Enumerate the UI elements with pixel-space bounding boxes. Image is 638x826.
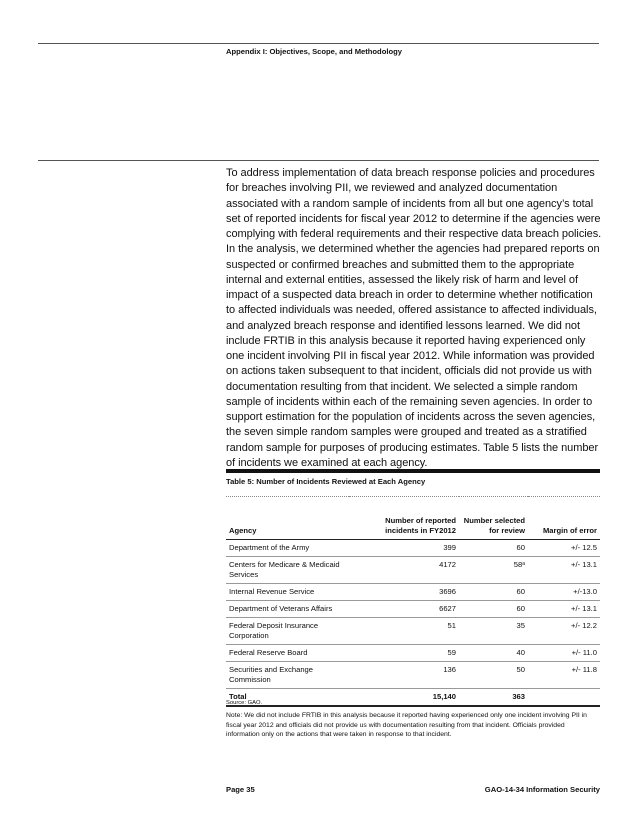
cell-reported: 4172: [349, 557, 459, 584]
cell-agency: Internal Revenue Service: [226, 584, 349, 601]
table-row: [226, 557, 600, 584]
report-id: GAO-14-34 Information Security: [484, 785, 600, 794]
cell-agency: Department of Veterans Affairs: [226, 601, 349, 618]
table-row: [226, 601, 600, 618]
table-row: [226, 584, 600, 601]
cell-reported: 3696: [349, 584, 459, 601]
body-paragraph: To address implementation of data breach response policies and procedures for breaches involving PII, we reviewed and analyzed documentation associated with a random sample of incidents from all but one agency’s total set of reported incidents for fiscal year 2012 to determine if the agencies were complying with federal requirements and their respective data breach policies. In the analysis, we determined whether the agencies had prepared reports on suspected or confirmed breaches and submitted them to the appropriate internal and external entities, assessed the likely risk of harm and level of impact of a suspected data breach in order to determine whether notification to affected individuals was needed, offered assistance to affected individuals, and analyzed breach response and identified lessons learned. We did not include FRTIB in this analysis because it reported having experienced only one incident involving PII in fiscal year 2012. While information was provided on actions taken subsequent to that incident, officials did not provide us with documentation resulting from that incident. We selected a simple random sample of incidents within each of the remaining seven agencies. In order to support estimation for the population of incidents across the seven agencies, the seven simple random samples were grouped and treated as a stratified random sample for purposes of producing estimates. Table 5 lists the number of incidents we examined at each agency.: [226, 167, 602, 469]
appendix-header: Appendix I: Objectives, Scope, and Methodology: [226, 47, 402, 56]
cell-agency: Department of the Army: [226, 540, 349, 557]
selected-value: 60: [516, 543, 525, 552]
total-label: Total: [226, 689, 349, 707]
cell-selected: [459, 662, 528, 689]
cell-selected: [459, 601, 528, 618]
table-row: [226, 662, 600, 689]
table-row: [226, 645, 600, 662]
total-selected: 363: [459, 689, 528, 707]
cell-margin: +/-13.0: [528, 584, 600, 601]
cell-margin: +/- 11.8: [528, 662, 600, 689]
table-note: Note: We did not include FRTIB in this analysis because it reported having experienced only one incident involving PII in fiscal year 2012 and officials did not provide us with documentation resulting from that incident. Officials provided information only on the actions that were taken in response to that incident.: [226, 712, 587, 739]
table-total-row: [226, 689, 600, 707]
selected-value: 50: [516, 665, 525, 674]
selected-value: 35: [516, 621, 525, 630]
table-row: [226, 540, 600, 557]
cell-selected: [459, 618, 528, 645]
header-rule: [38, 43, 599, 44]
cell-agency: Federal Reserve Board: [226, 645, 349, 662]
cell-margin: +/- 11.0: [528, 645, 600, 662]
cell-reported: 6627: [349, 601, 459, 618]
cell-agency: Securities and Exchange Commission: [226, 662, 349, 689]
cell-selected: [459, 645, 528, 662]
cell-agency: Centers for Medicare & Medicaid Services: [226, 557, 349, 584]
table-row: [226, 618, 600, 645]
header-reported: Number of reported incidents in FY2012: [349, 497, 459, 540]
section-rule: [38, 160, 599, 161]
header-selected: Number selected for review: [459, 497, 528, 540]
selected-value: 60: [516, 587, 525, 596]
header-margin: Margin of error: [528, 497, 600, 540]
cell-margin: +/- 13.1: [528, 601, 600, 618]
footnote-marker: a: [522, 561, 525, 567]
cell-margin: +/- 13.1: [528, 557, 600, 584]
table-source: Source: GAO.: [226, 700, 263, 706]
cell-reported: 59: [349, 645, 459, 662]
selected-value: 58: [513, 560, 523, 569]
incident-table: [226, 496, 600, 707]
cell-selected: [459, 540, 528, 557]
total-margin: [528, 689, 600, 707]
cell-agency: Federal Deposit Insurance Corporation: [226, 618, 349, 645]
table-header-row: [226, 497, 600, 540]
selected-value: 40: [516, 648, 525, 657]
selected-value: 60: [516, 604, 525, 613]
cell-reported: 399: [349, 540, 459, 557]
table-title: Table 5: Number of Incidents Reviewed at Each Agency: [226, 477, 426, 486]
total-reported: 15,140: [349, 689, 459, 707]
cell-reported: 136: [349, 662, 459, 689]
cell-reported: 51: [349, 618, 459, 645]
table-top-bar: [226, 469, 600, 473]
cell-margin: +/- 12.2: [528, 618, 600, 645]
page-number: Page 35: [226, 785, 255, 794]
cell-selected: [459, 557, 528, 584]
header-agency: Agency: [226, 497, 349, 540]
cell-selected: [459, 584, 528, 601]
cell-margin: +/- 12.5: [528, 540, 600, 557]
